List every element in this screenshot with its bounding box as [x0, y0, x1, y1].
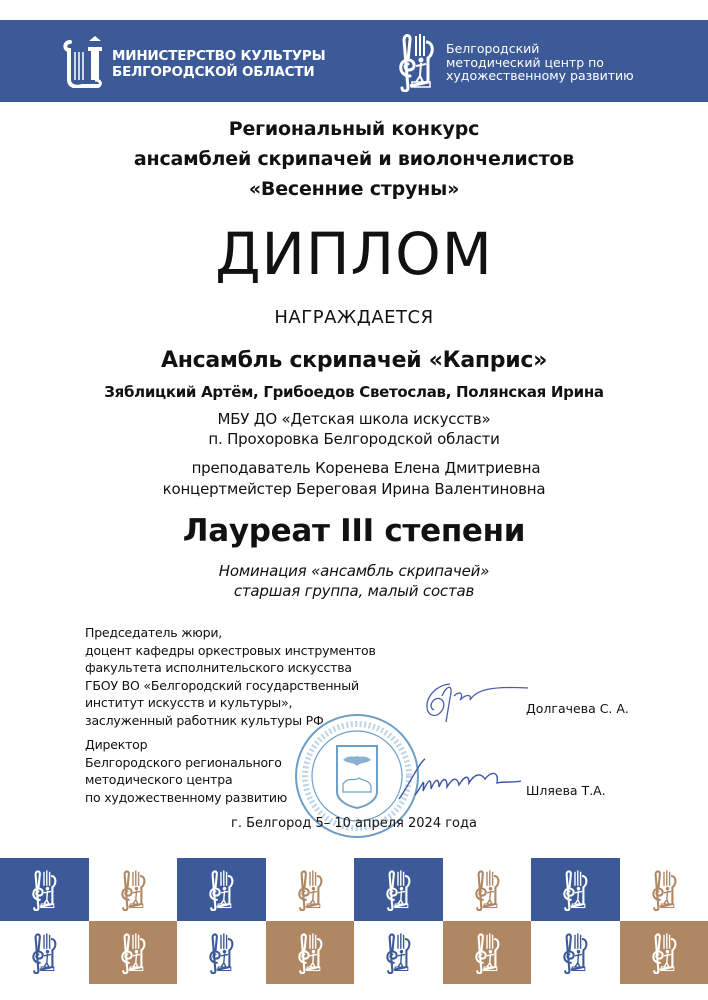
treble-clef-lyre-icon [118, 869, 148, 911]
treble-clef-lyre-icon [383, 869, 413, 911]
contest-title-line1: Региональный конкурс [228, 118, 480, 140]
tile-blue [531, 858, 620, 921]
jury-signature-icon [420, 676, 530, 726]
jury-line: Председатель жюри, [85, 625, 223, 640]
treble-clef-lyre-icon [396, 32, 436, 92]
jury-line: институт искусств и культуры», [85, 695, 293, 710]
decorative-tile-pattern [0, 858, 708, 984]
center-name-line2: методический центр по [446, 54, 604, 70]
jury-line: заслуженный работник культуры РФ [85, 712, 324, 728]
teacher-line: преподаватель Коренева Елена Дмитриевна [191, 459, 541, 477]
treble-clef-lyre-icon [472, 932, 502, 974]
awarded-label: НАГРАЖДАЕТСЯ [274, 307, 434, 328]
nomination-line1: Номинация «ансамбль скрипачей» [218, 562, 490, 580]
director-line: Директор [85, 737, 148, 752]
lyre-column-icon [62, 36, 108, 88]
ministry-name-line2: БЕЛГОРОДСКОЙ ОБЛАСТИ [112, 64, 315, 80]
contest-title-line3: «Весенние струны» [248, 178, 460, 200]
tile-white [531, 921, 620, 984]
tile-blue [177, 858, 266, 921]
tile-bronze [620, 921, 708, 984]
jury-line: ГБОУ ВО «Белгородский государственный [85, 677, 359, 693]
header-banner [0, 20, 708, 102]
ministry-logo [62, 36, 326, 88]
date-line: г. Белгород 5– 10 апреля 2024 года [231, 816, 477, 831]
diploma-title: ДИПЛОМ [215, 220, 493, 288]
treble-clef-lyre-icon [118, 932, 148, 974]
nomination-line2: старшая группа, малый состав [233, 582, 475, 600]
tile-blue [354, 858, 443, 921]
school-line2: п. Прохоровка Белгородской области [208, 430, 500, 448]
center-name-line1: Белгородский [446, 41, 540, 56]
treble-clef-lyre-icon [560, 869, 590, 911]
treble-clef-lyre-icon [472, 869, 502, 911]
tile-white [443, 858, 532, 921]
tile-white [0, 921, 89, 984]
director-line: методического центра [85, 772, 233, 787]
tile-white [177, 921, 266, 984]
center-name-line3: художественному развитию [446, 68, 634, 83]
ensemble-members: Зяблицкий Артём, Грибоедов Светослав, Полянская Ирина [104, 383, 604, 401]
jury-line: доцент кафедры оркестровых инструментов [85, 642, 376, 658]
ministry-name-line1: МИНИСТЕРСТВО КУЛЬТУРЫ [112, 48, 326, 64]
treble-clef-lyre-icon [383, 932, 413, 974]
accompanist-line: концертмейстер Береговая Ирина Валентиновна [162, 480, 546, 498]
jury-line: факультета исполнительского искусства [85, 660, 352, 675]
tile-blue [0, 858, 89, 921]
director-signature-icon [395, 755, 525, 805]
treble-clef-lyre-icon [29, 932, 59, 974]
jury-chair-name: Долгачева С. А. [526, 701, 629, 716]
director-block [85, 736, 287, 806]
director-line: по художественному развитию [85, 789, 288, 805]
ensemble-name: Ансамбль скрипачей «Каприс» [161, 348, 547, 373]
treble-clef-lyre-icon [560, 932, 590, 974]
contest-title-line2: ансамблей скрипачей и виолончелистов [133, 148, 575, 170]
director-name: Шляева Т.А. [526, 783, 606, 798]
treble-clef-lyre-icon [649, 869, 679, 911]
tile-bronze [443, 921, 532, 984]
tile-white [354, 921, 443, 984]
treble-clef-lyre-icon [649, 932, 679, 974]
school-line1: МБУ ДО «Детская школа искусств» [217, 410, 491, 428]
treble-clef-lyre-icon [295, 932, 325, 974]
award-title: Лауреат III степени [182, 513, 526, 549]
method-center-logo [396, 32, 676, 92]
tile-white [266, 858, 355, 921]
treble-clef-lyre-icon [29, 869, 59, 911]
treble-clef-lyre-icon [295, 869, 325, 911]
treble-clef-lyre-icon [206, 869, 236, 911]
tile-bronze [89, 921, 178, 984]
director-line: Белгородского регионального [85, 754, 282, 770]
tile-bronze [266, 921, 355, 984]
treble-clef-lyre-icon [206, 932, 236, 974]
tile-white [620, 858, 708, 921]
tile-white [89, 858, 178, 921]
